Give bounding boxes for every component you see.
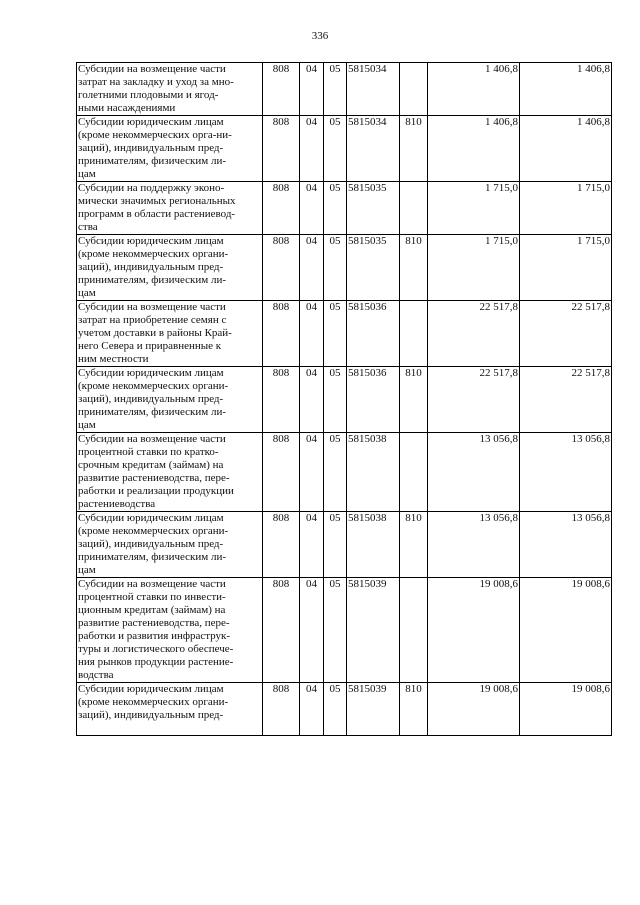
section-code: 04 (300, 512, 324, 578)
section-code: 04 (300, 116, 324, 182)
section-code: 04 (300, 301, 324, 367)
target-article-code: 5815036 (347, 301, 400, 367)
subsection-code: 05 (324, 683, 347, 736)
amount-column-2: 22 517,8 (520, 367, 612, 433)
target-article-code: 5815034 (347, 116, 400, 182)
ministry-code: 808 (263, 235, 300, 301)
subsection-code: 05 (324, 182, 347, 235)
amount-column-2: 1 715,0 (520, 182, 612, 235)
section-code: 04 (300, 182, 324, 235)
budget-table (76, 62, 612, 736)
amount-column-1: 1 715,0 (428, 182, 520, 235)
ministry-code: 808 (263, 63, 300, 116)
section-code: 04 (300, 367, 324, 433)
ministry-code: 808 (263, 512, 300, 578)
table-row (77, 683, 612, 736)
amount-column-1: 22 517,8 (428, 301, 520, 367)
amount-column-2: 19 008,6 (520, 683, 612, 736)
amount-column-1: 1 406,8 (428, 63, 520, 116)
row-name: Субсидии на возмещение части затрат на приобретение семян с учетом доставки в районы Край- него Севера и приравненные к ним местности (77, 301, 263, 367)
amount-column-1: 13 056,8 (428, 433, 520, 512)
ministry-code: 808 (263, 578, 300, 683)
target-article-code: 5815038 (347, 433, 400, 512)
table-row (77, 578, 612, 683)
amount-column-2: 19 008,6 (520, 578, 612, 683)
target-article-code: 5815035 (347, 182, 400, 235)
amount-column-1: 1 406,8 (428, 116, 520, 182)
table-row (77, 182, 612, 235)
subsection-code: 05 (324, 512, 347, 578)
expense-type-code (400, 182, 428, 235)
ministry-code: 808 (263, 367, 300, 433)
subsection-code: 05 (324, 578, 347, 683)
expense-type-code: 810 (400, 512, 428, 578)
target-article-code: 5815039 (347, 578, 400, 683)
row-name: Субсидии на поддержку эконо- мически значимых региональных программ в области растениевод- ства (77, 182, 263, 235)
subsection-code: 05 (324, 235, 347, 301)
subsection-code: 05 (324, 433, 347, 512)
row-name-text: Субсидии юридическим лицам (кроме некоммерческих органи- заций), индивидуальным пред- (78, 683, 229, 721)
subsection-code: 05 (324, 367, 347, 433)
target-article-code: 5815036 (347, 367, 400, 433)
section-code: 04 (300, 683, 324, 736)
target-article-code: 5815039 (347, 683, 400, 736)
target-article-code: 5815034 (347, 63, 400, 116)
row-name: Субсидии юридическим лицам (кроме некоммерческих органи- заций), индивидуальным пред- принимателям, физическим ли- цам (77, 367, 263, 433)
amount-column-1: 1 715,0 (428, 235, 520, 301)
subsection-code: 05 (324, 301, 347, 367)
table-row (77, 63, 612, 116)
ministry-code: 808 (263, 116, 300, 182)
row-name: Субсидии юридическим лицам (кроме некоммерческих орга-ни- заций), индивидуальным пред- принимателям, физическим ли- цам (77, 116, 263, 182)
section-code: 04 (300, 235, 324, 301)
target-article-code: 5815038 (347, 512, 400, 578)
table-row (77, 512, 612, 578)
amount-column-2: 22 517,8 (520, 301, 612, 367)
row-name: Субсидии на возмещение части затрат на закладку и уход за мно- голетними плодовыми и ягод- ными насаждениями (77, 63, 263, 116)
amount-column-1: 19 008,6 (428, 578, 520, 683)
table-row (77, 301, 612, 367)
ministry-code: 808 (263, 182, 300, 235)
row-name: Субсидии юридическим лицам (кроме некоммерческих органи- заций), индивидуальным пред- принимателям, физическим ли- цам (77, 512, 263, 578)
amount-column-2: 1 406,8 (520, 63, 612, 116)
section-code: 04 (300, 433, 324, 512)
amount-column-1: 19 008,6 (428, 683, 520, 736)
page-number: 336 (311, 30, 329, 42)
table-row (77, 433, 612, 512)
amount-column-2: 1 715,0 (520, 235, 612, 301)
expense-type-code: 810 (400, 683, 428, 736)
amount-column-2: 1 406,8 (520, 116, 612, 182)
expense-type-code (400, 301, 428, 367)
amount-column-2: 13 056,8 (520, 433, 612, 512)
subsection-code: 05 (324, 63, 347, 116)
expense-type-code (400, 433, 428, 512)
table-row (77, 116, 612, 182)
amount-column-1: 22 517,8 (428, 367, 520, 433)
subsection-code: 05 (324, 116, 347, 182)
table-row (77, 367, 612, 433)
table-row (77, 235, 612, 301)
row-name (77, 683, 263, 736)
amount-column-2: 13 056,8 (520, 512, 612, 578)
section-code: 04 (300, 578, 324, 683)
amount-column-1: 13 056,8 (428, 512, 520, 578)
expense-type-code: 810 (400, 116, 428, 182)
expense-type-code (400, 578, 428, 683)
row-name: Субсидии юридическим лицам (кроме некоммерческих органи- заций), индивидуальным пред- принимателям, физическим ли- цам (77, 235, 263, 301)
row-name: Субсидии на возмещение части процентной ставки по кратко- срочным кредитам (займам) на развитие растениеводства, пере- работки и реализации продукции растениеводства (77, 433, 263, 512)
section-code: 04 (300, 63, 324, 116)
ministry-code: 808 (263, 433, 300, 512)
expense-type-code: 810 (400, 235, 428, 301)
target-article-code: 5815035 (347, 235, 400, 301)
expense-type-code: 810 (400, 367, 428, 433)
ministry-code: 808 (263, 301, 300, 367)
ministry-code: 808 (263, 683, 300, 736)
row-name: Субсидии на возмещение части процентной ставки по инвести- ционным кредитам (займам) на развитие растениеводства, пере- работки и развития инфраструк- туры и логистического обеспече- ния рынков продукции растение- водства (77, 578, 263, 683)
table-body (77, 63, 612, 736)
expense-type-code (400, 63, 428, 116)
